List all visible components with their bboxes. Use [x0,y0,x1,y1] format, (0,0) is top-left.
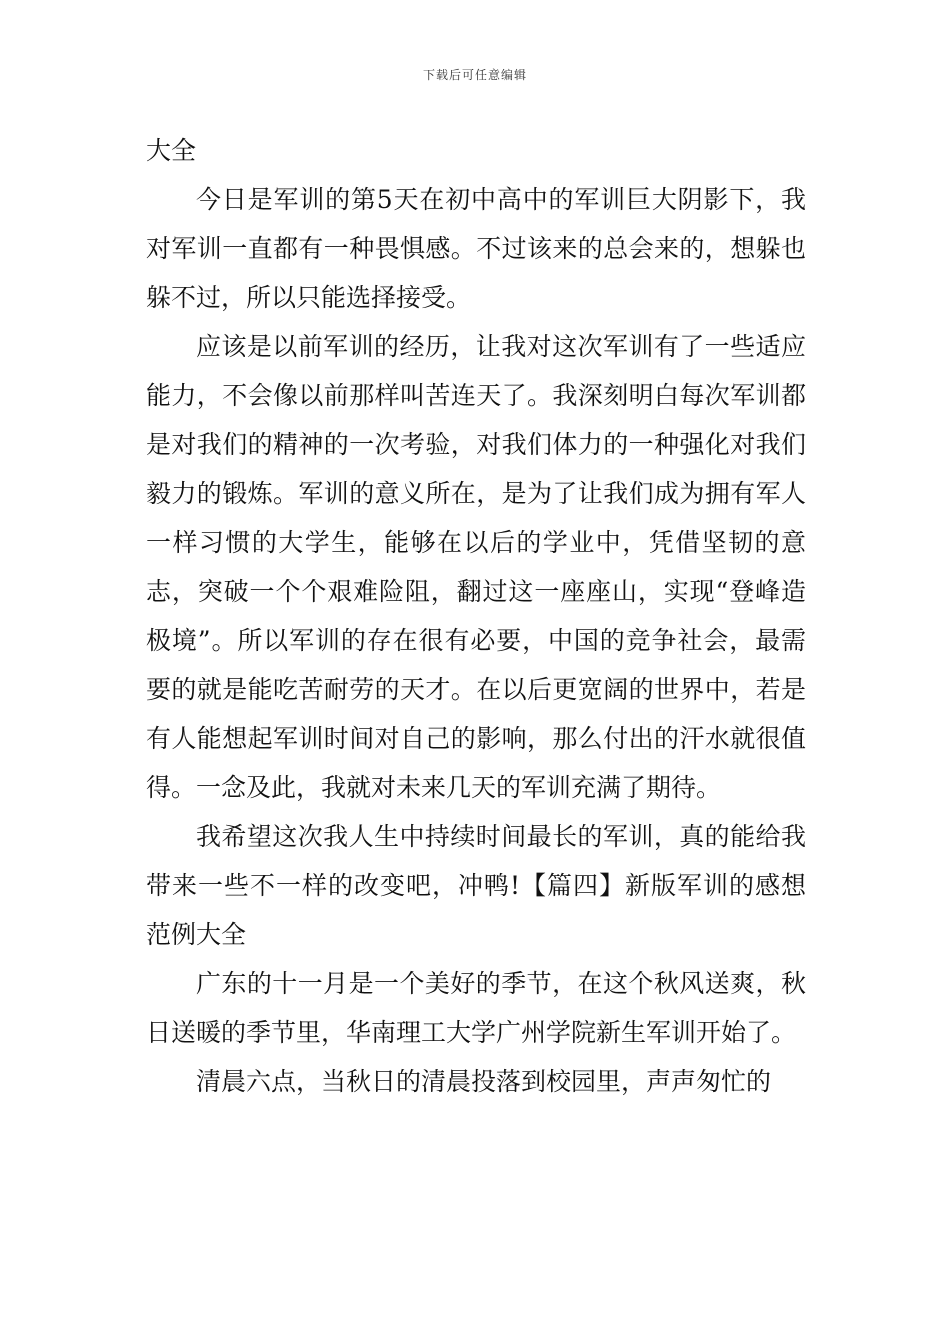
page-header-note: 下载后可任意编辑 [422,68,527,82]
paragraph: 清晨六点，当秋日的清晨投落到校园里，声声匆忙的 [196,1067,772,1096]
document-body [146,126,806,1106]
paragraph: 今日是军训的第5天在初中高中的军训巨大阴影下，我对军训一直都有一种畏惧感。不过该来的总会来的，想躲也躲不过，所以只能选择接受。 [146,185,806,312]
paragraph: 我希望这次我人生中持续时间最长的军训，真的能给我带来一些不一样的改变吧，冲鸭!【篇四】新版军训的感想范例大全 [146,822,806,949]
paragraph: 大全 [146,136,197,165]
paragraph: 广东的十一月是一个美好的季节，在这个秋风送爽，秋日送暖的季节里，华南理工大学广州学院新生军训开始了。 [146,969,806,1047]
paragraph: 应该是以前军训的经历，让我对这次军训有了一些适应能力，不会像以前那样叫苦连天了。我深刻明白每次军训都是对我们的精神的一次考验，对我们体力的一种强化对我们毅力的锻炼。军训的意义所在，是为了让我们成为拥有军人一样习惯的大学生，能够在以后的学业中，凭借坚韧的意志，突破一个个艰难险阻，翻过这一座座山，实现“登峰造极境”。所以军训的存在很有必要，中国的竞争社会，最需要的就是能吃苦耐劳的天才。在以后更宽阔的世界中，若是有人能想起军训时间对自己的影响，那么付出的汗水就很值得。一念及此，我就对未来几天的军训充满了期待。 [146,332,806,802]
